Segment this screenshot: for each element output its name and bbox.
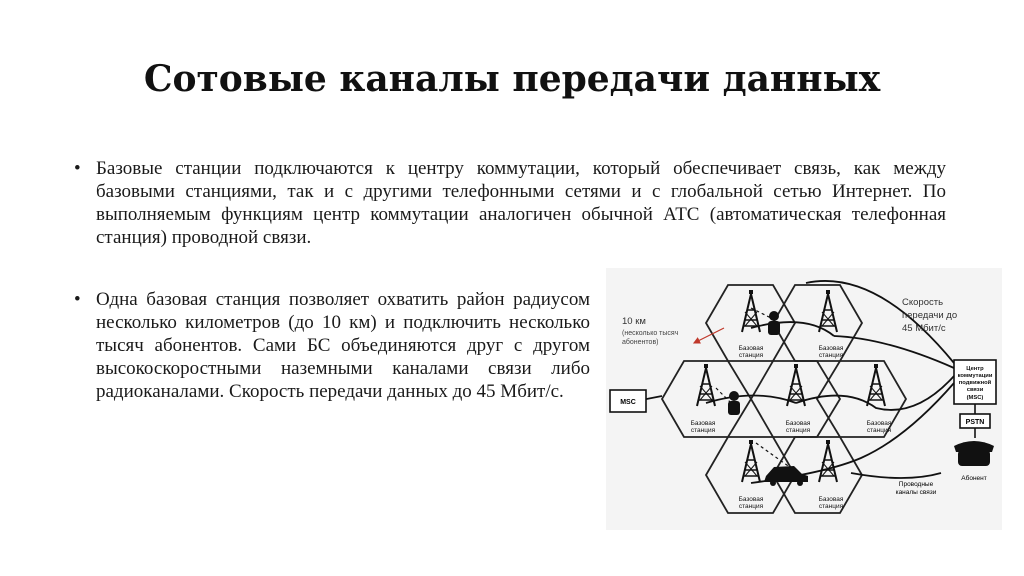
subscriber-label: Абонент xyxy=(961,475,987,482)
svg-text:(MSC): (MSC) xyxy=(966,395,984,401)
bullet-marker: • xyxy=(74,158,81,179)
station-label: Базовая xyxy=(866,420,892,427)
station-label: Базовая xyxy=(690,420,716,427)
svg-text:связи: связи xyxy=(966,387,984,393)
range-arrow xyxy=(694,328,724,343)
msc-left-label: MSC xyxy=(620,399,636,406)
station-label: Базовая xyxy=(738,345,764,352)
base-station-icon xyxy=(787,364,805,406)
cellular-network-figure xyxy=(606,268,1002,530)
station-label: станция xyxy=(818,352,844,359)
station-label: станция xyxy=(818,503,844,510)
hex-cell xyxy=(817,361,906,437)
svg-text:подвижной: подвижной xyxy=(958,380,992,386)
slide-title: Сотовые каналы передачи данных xyxy=(143,58,881,100)
station-label: станция xyxy=(690,427,716,434)
range-sublabel: (несколько тысяч xyxy=(622,330,679,337)
station-label: Базовая xyxy=(785,420,811,427)
station-label: Базовая xyxy=(738,496,764,503)
range-label: 10 км xyxy=(622,316,646,327)
speed-label: 45 Мбит/с xyxy=(902,323,946,334)
station-label: Базовая xyxy=(818,496,844,503)
range-sublabel: абонентов) xyxy=(622,339,659,346)
station-labels xyxy=(691,345,892,510)
station-label: станция xyxy=(785,427,811,434)
bullet-text: Одна базовая станция позволяет охватить район радиусом несколько километров (до 10 км) и подключить несколько тысяч абонентов. Сами БС объединяются друг с другом высокоскоростными наземными каналами связи либо радиоканалами. Скорость передачи данных до 45 Мбит/с. xyxy=(96,289,590,402)
station-label: станция xyxy=(866,427,892,434)
base-station-icon xyxy=(742,440,760,482)
cellular-network-diagram xyxy=(606,268,1002,530)
pstn-label: PSTN xyxy=(965,419,985,426)
bullet-text: Базовые станции подключаются к центру коммутации, который обеспечивает связь, как между базовыми станциями, так и с другими телефонными сетями и с глобальной сетью Интернет. По выполняемым функциям центр коммутации аналогичен обычной АТС (автоматическая телефонная станция) проводной связи. xyxy=(96,158,946,248)
bullet-coverage xyxy=(74,288,590,403)
wired-channels-label: Проводные xyxy=(898,481,934,488)
station-label: станция xyxy=(738,503,764,510)
base-station-icon xyxy=(819,290,837,332)
svg-text:коммутации: коммутации xyxy=(957,373,993,379)
speed-label: Скорость xyxy=(902,297,944,308)
base-station-icon xyxy=(867,364,885,406)
station-label: станция xyxy=(738,352,764,359)
svg-text:Центр: Центр xyxy=(966,366,984,372)
bullet-base-stations xyxy=(74,157,946,249)
wired-channels-label: каналы связи xyxy=(895,489,937,496)
speed-label: передачи до xyxy=(902,310,958,321)
telephone-icon xyxy=(954,441,994,466)
base-station-icon xyxy=(697,364,715,406)
car-icon xyxy=(764,466,808,486)
base-station-icon xyxy=(819,440,837,482)
station-label: Базовая xyxy=(818,345,844,352)
bullet-marker: • xyxy=(74,289,81,310)
